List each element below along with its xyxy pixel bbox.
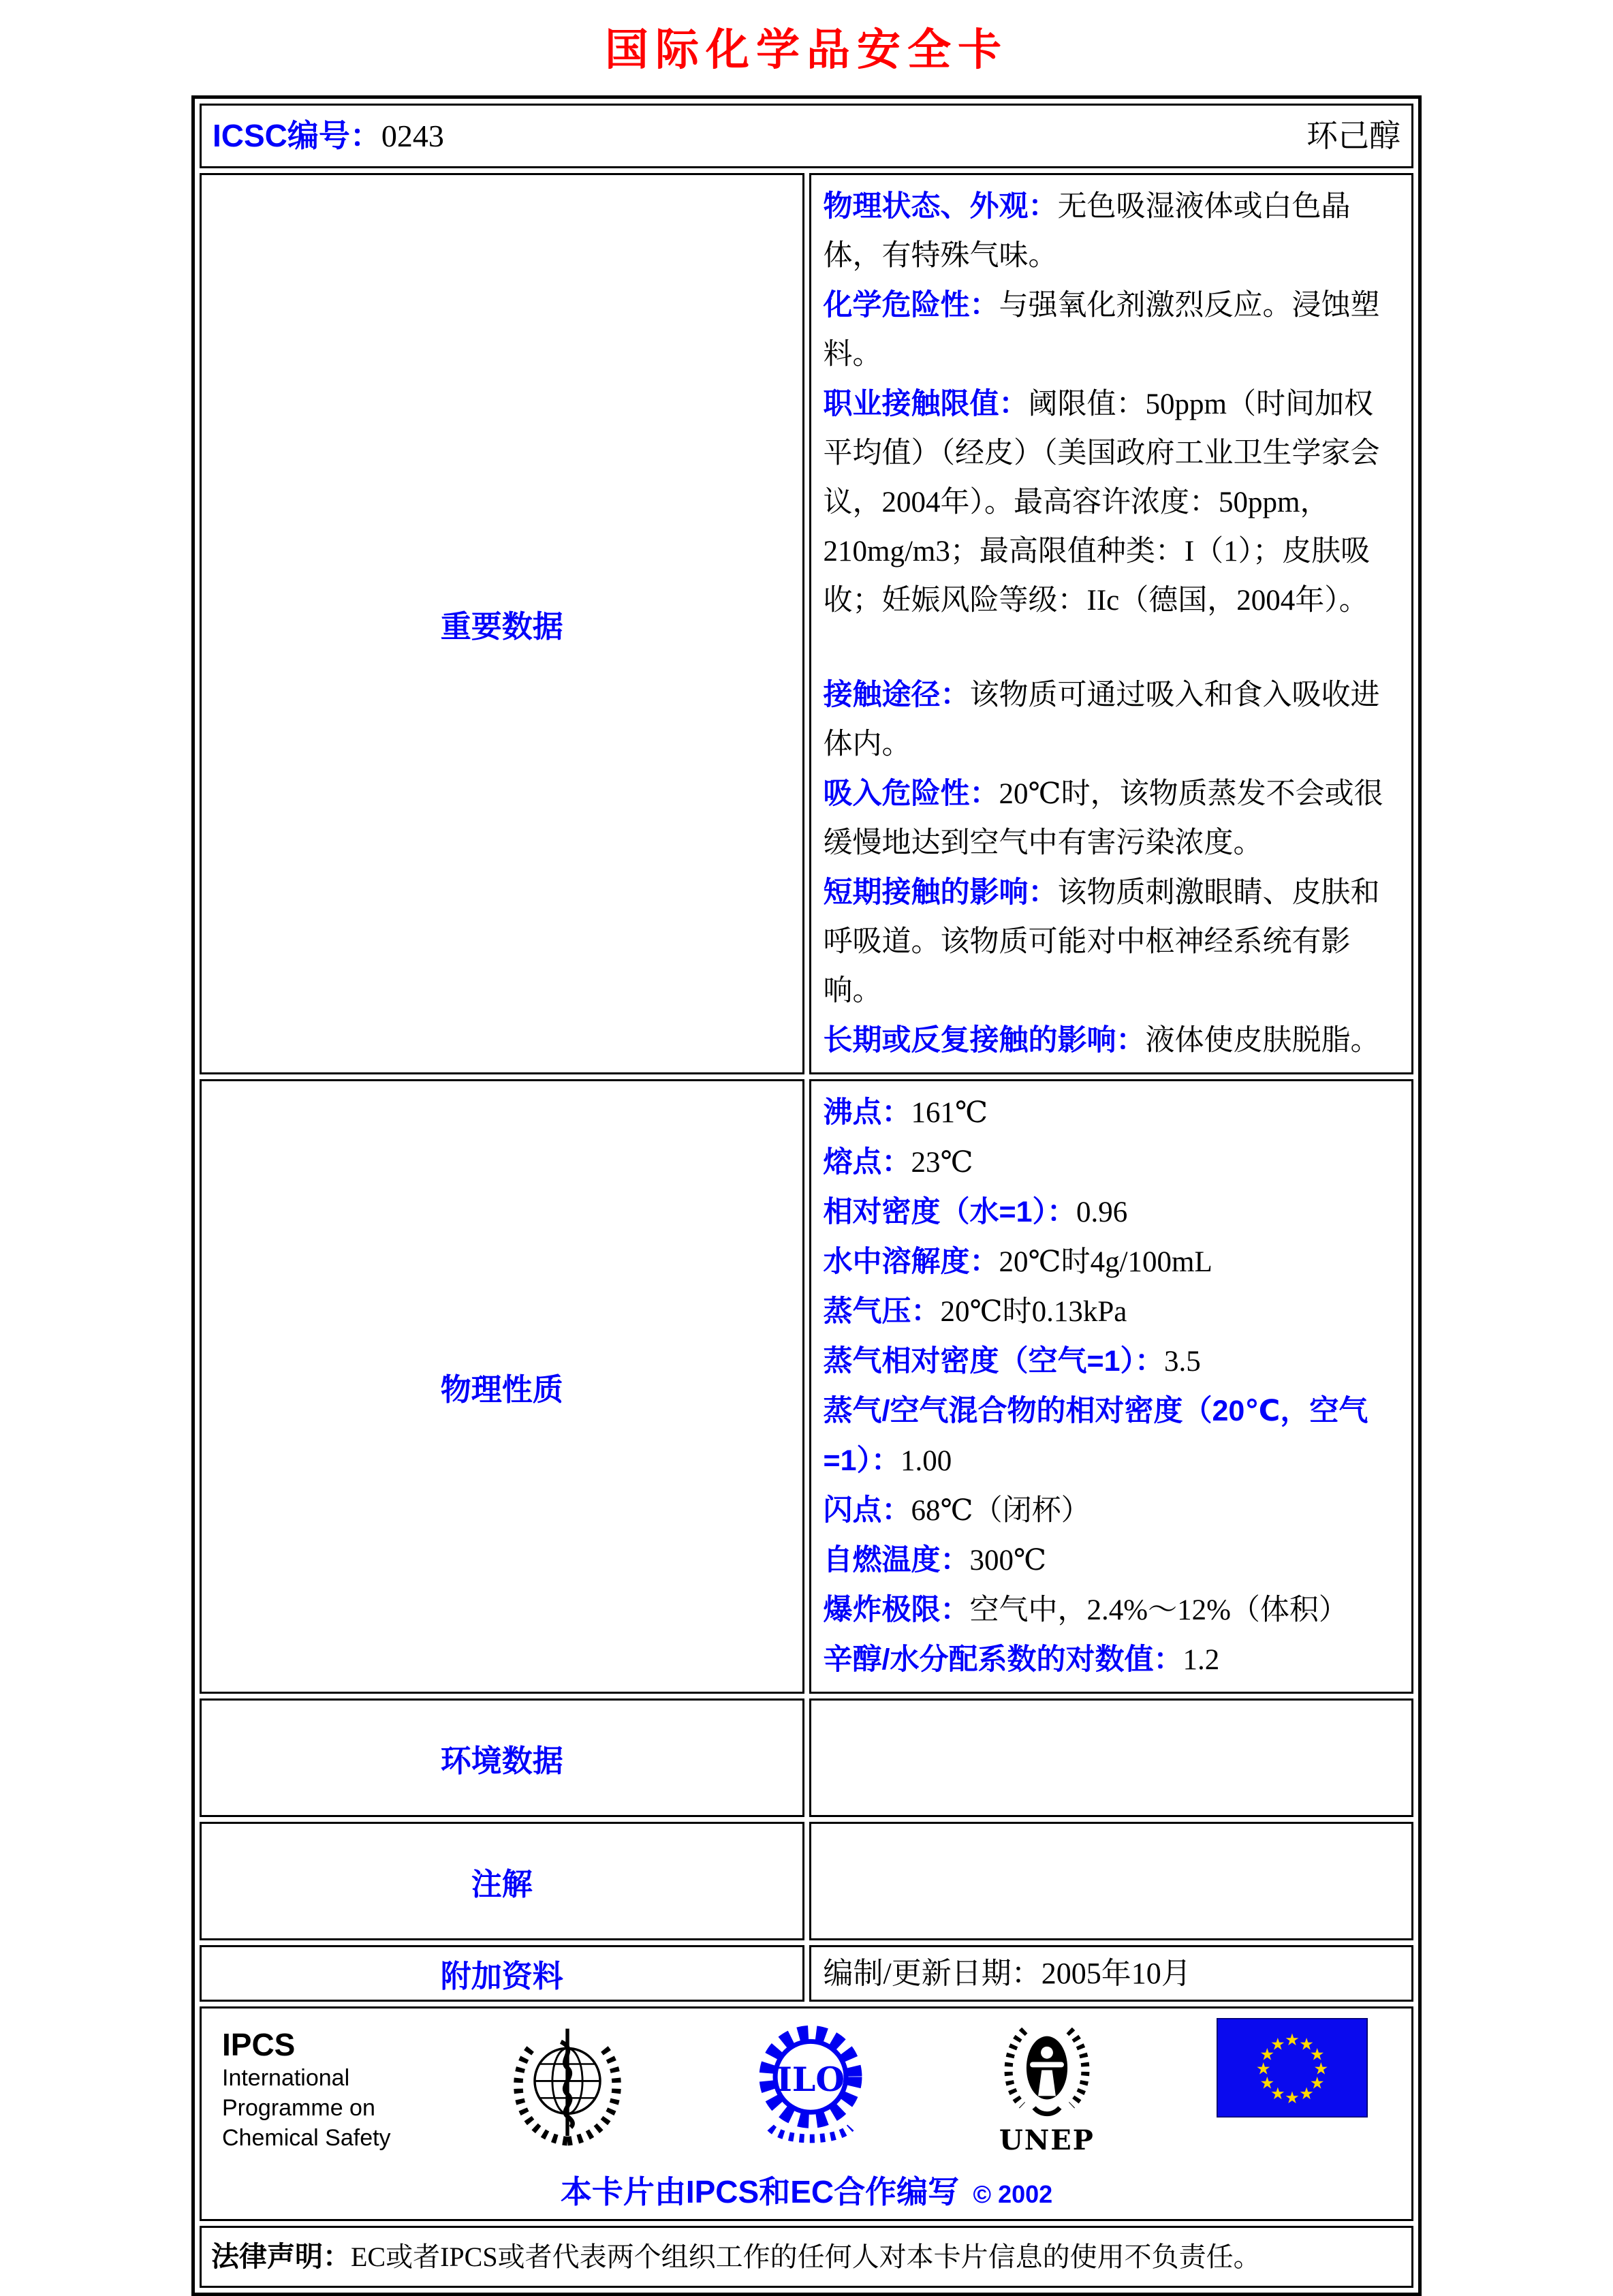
- ipcs-subtitle-line: Programme on: [222, 2095, 375, 2121]
- section-label-environmental-data: 环境数据: [200, 1698, 804, 1817]
- property-line: [824, 1635, 1400, 1685]
- section-content-physical-properties: [809, 1079, 1414, 1694]
- field-label: 长期或反复接触的影响：: [823, 1024, 1146, 1057]
- svg-text:★: ★: [1299, 2084, 1314, 2104]
- update-date: 编制/更新日期：2005年10月: [823, 1956, 1191, 1990]
- property-line: [824, 1088, 1400, 1138]
- svg-text:★: ★: [1285, 2088, 1300, 2107]
- data-paragraph: [824, 281, 1400, 379]
- physical-properties-row: [200, 1079, 1413, 1694]
- property-line: [824, 1486, 1400, 1536]
- ipcs-logo-text: [222, 2018, 391, 2153]
- property-label: 蒸气/空气混合物的相对密度（20℃，空气=1）：: [823, 1395, 1368, 1477]
- property-line: [824, 1138, 1400, 1188]
- legal-label: 法律声明：: [211, 2241, 351, 2272]
- footer-row: [200, 2006, 1413, 2221]
- property-label: 相对密度（水=1）：: [823, 1196, 1077, 1228]
- section-content-notes: [809, 1822, 1414, 1940]
- footer-caption-text: 本卡片由IPCS和EC合作编写: [560, 2174, 960, 2209]
- data-paragraph: [824, 670, 1400, 769]
- ipcs-title: IPCS: [222, 2027, 296, 2062]
- important-data-paragraphs: [824, 182, 1400, 1066]
- svg-text:★: ★: [1255, 2059, 1271, 2079]
- logo-strip: [218, 2018, 1395, 2160]
- section-label-notes: 注解: [200, 1822, 804, 1940]
- property-value: 23℃: [911, 1147, 973, 1179]
- svg-text:★: ★: [1259, 2073, 1275, 2093]
- field-value: 20℃时，该物质蒸发不会或很缓慢地达到空气中有害污染浓度。: [823, 778, 1383, 859]
- data-paragraph: [824, 1016, 1400, 1066]
- who-icon: [502, 2018, 633, 2160]
- property-label: 水中溶解度：: [823, 1245, 999, 1278]
- property-value: 68℃（闭杯）: [911, 1495, 1091, 1527]
- footer-caption: [218, 2167, 1395, 2212]
- property-value: 20℃时0.13kPa: [940, 1296, 1127, 1328]
- field-value: 该物质刺激眼睛、皮肤和呼吸道。该物质可能对中枢神经系统有影响。: [823, 877, 1380, 1007]
- property-label: 自燃温度：: [823, 1544, 970, 1577]
- svg-text:★: ★: [1259, 2045, 1275, 2064]
- property-value: 空气中，2.4%～12%（体积）: [969, 1594, 1348, 1626]
- chemical-name: 环己醇: [1306, 118, 1400, 153]
- property-value: 20℃时4g/100mL: [999, 1246, 1212, 1278]
- section-label-additional-info: 附加资料: [200, 1945, 804, 2002]
- property-label: 沸点：: [823, 1096, 911, 1129]
- field-value: 无色吸湿液体或白色晶体，有特殊气味。: [823, 191, 1351, 272]
- property-label: 闪点：: [823, 1494, 911, 1527]
- icsc-card-table: [191, 95, 1422, 2296]
- property-line: [824, 1188, 1400, 1237]
- ilo-icon: [744, 2018, 877, 2160]
- section-content-environmental-data: [809, 1698, 1414, 1817]
- card-header: [213, 115, 1400, 157]
- icsc-number-group: [213, 115, 444, 157]
- svg-text:★: ★: [1309, 2045, 1325, 2064]
- data-paragraph: [824, 379, 1400, 625]
- section-label-physical-properties: 物理性质: [200, 1079, 804, 1694]
- data-paragraph: [824, 868, 1400, 1016]
- property-line: [824, 1337, 1400, 1386]
- property-line: [824, 1585, 1400, 1635]
- unep-icon: [988, 2018, 1106, 2155]
- svg-text:★: ★: [1309, 2073, 1325, 2093]
- data-paragraph: [824, 769, 1400, 868]
- property-value: 1.00: [901, 1445, 952, 1477]
- field-value: 与强氧化剂激烈反应。浸蚀塑料。: [823, 290, 1380, 371]
- important-data-row: [200, 173, 1413, 1074]
- field-label: 短期接触的影响：: [823, 876, 1058, 909]
- eu-flag-icon: [1217, 2018, 1368, 2121]
- ipcs-subtitle-line: Chemical Safety: [222, 2125, 391, 2151]
- card-header-row: [200, 104, 1413, 168]
- environmental-data-row: [200, 1698, 1413, 1817]
- environmental-data-content: [824, 1707, 1400, 1808]
- property-label: 熔点：: [823, 1146, 911, 1179]
- property-label: 爆炸极限：: [823, 1594, 970, 1626]
- property-value: 1.2: [1183, 1644, 1220, 1676]
- property-label: 蒸气相对密度（空气=1）：: [823, 1345, 1165, 1378]
- property-value: 161℃: [911, 1097, 988, 1129]
- property-label: 辛醇/水分配系数的对数值：: [823, 1643, 1183, 1676]
- field-value: 阈限值：50ppm（时间加权平均值）（经皮）（美国政府工业卫生学家会议，2004年）。最高容许浓度：50ppm，210mg/m3；最高限值种类：I（1）；皮肤吸收；妊娠风险等级：IIc（德国，2004年）。: [823, 388, 1380, 617]
- field-label: 化学危险性：: [823, 289, 999, 322]
- additional-info-row: [200, 1945, 1413, 2002]
- legal-row: [200, 2226, 1413, 2288]
- ipcs-subtitle-line: International: [222, 2065, 350, 2091]
- svg-text:★: ★: [1270, 2084, 1285, 2104]
- property-value: 300℃: [969, 1545, 1047, 1577]
- footer-copyright: © 2002: [973, 2180, 1053, 2208]
- field-value: 液体使皮肤脱脂。: [1145, 1025, 1380, 1057]
- field-label: 吸入危险性：: [823, 777, 999, 810]
- svg-text:★: ★: [1299, 2034, 1314, 2054]
- section-content-important-data: [809, 173, 1414, 1074]
- field-label: 职业接触限值：: [823, 388, 1029, 420]
- property-label: 蒸气压：: [823, 1295, 941, 1328]
- notes-row: [200, 1822, 1413, 1940]
- ilo-letters: ILO: [776, 2060, 845, 2100]
- legal-statement: [200, 2226, 1413, 2288]
- property-value: 3.5: [1164, 1346, 1201, 1378]
- field-label: 接触途径：: [823, 679, 970, 711]
- section-label-important-data: 重要数据: [200, 173, 804, 1074]
- property-value: 0.96: [1076, 1196, 1128, 1228]
- property-line: [824, 1237, 1400, 1287]
- field-value: 该物质可通过吸入和食入吸收进体内。: [823, 679, 1380, 760]
- svg-text:★: ★: [1270, 2034, 1285, 2054]
- page-title: 国际化学品安全卡: [605, 25, 1008, 76]
- physical-property-list: [824, 1088, 1400, 1685]
- legal-text: EC或者IPCS或者代表两个组织工作的任何人对本卡片信息的使用不负责任。: [351, 2241, 1261, 2272]
- unep-label: UNEP: [999, 2124, 1095, 2156]
- property-line: [824, 1386, 1400, 1486]
- data-paragraph: [824, 182, 1400, 281]
- property-line: [824, 1536, 1400, 1585]
- icsc-number-value: 0243: [381, 119, 444, 153]
- field-label: 物理状态、外观：: [823, 190, 1058, 223]
- icsc-number-label: ICSC编号：: [213, 118, 381, 153]
- notes-content: [824, 1831, 1400, 1932]
- section-content-additional-info: [809, 1945, 1414, 2002]
- svg-text:★: ★: [1285, 2030, 1300, 2050]
- property-line: [824, 1287, 1400, 1337]
- svg-text:★: ★: [1313, 2059, 1329, 2079]
